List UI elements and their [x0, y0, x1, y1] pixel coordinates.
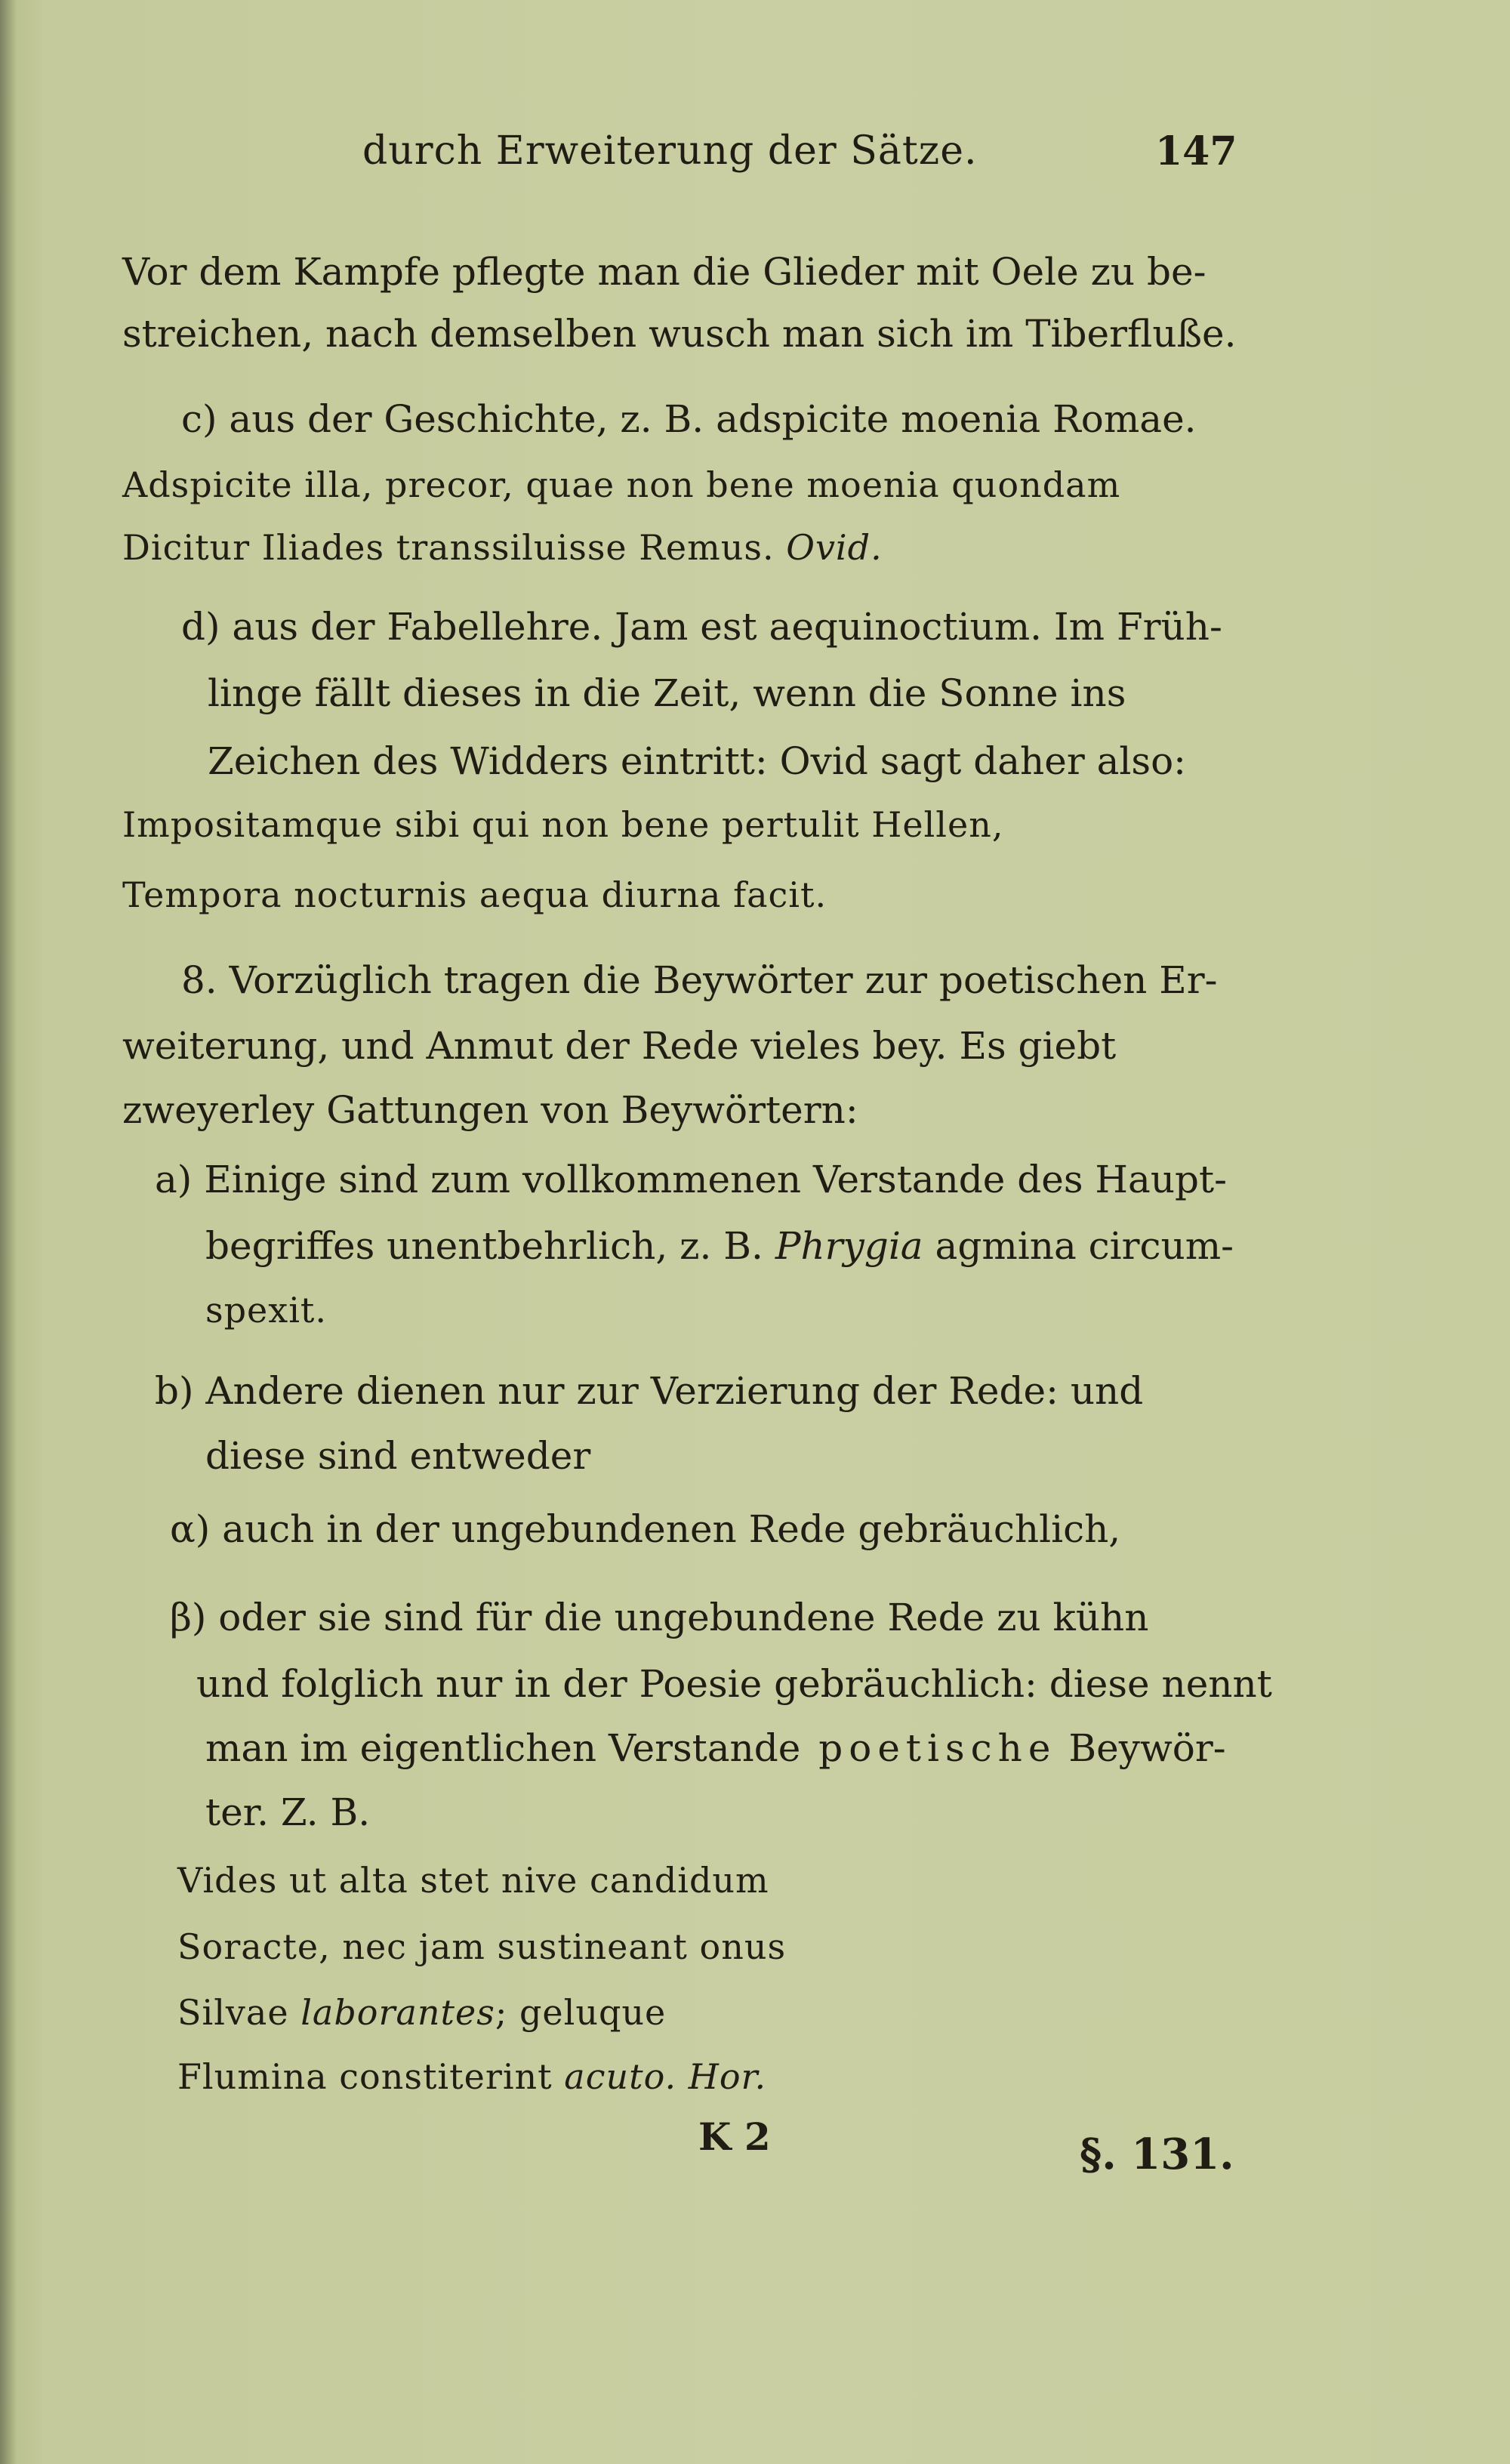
- text-line: man im eigentlichen Verstande poetische Beywör-: [205, 1726, 1226, 1770]
- text-line: 8. Vorzüglich tragen die Beywörter zur poetischen Er-: [181, 958, 1218, 1002]
- latin-verse-line: Adspicite illa, precor, quae non bene moenia quondam: [122, 464, 1121, 505]
- text-line: c) aus der Geschichte, z. B. adspicite moenia Romae.: [181, 397, 1197, 441]
- latin-verse-line: Silvae laborantes; geluque: [177, 1992, 667, 2033]
- text-line: d) aus der Fabellehre. Jam est aequinoctium. Im Früh-: [181, 605, 1222, 649]
- latin-verse-line: Vides ut alta stet nive candidum: [177, 1860, 769, 1901]
- text-line: Zeichen des Widders eintritt: Ovid sagt daher also:: [208, 739, 1187, 783]
- text-line: a) Einige sind zum vollkommenen Verstande des Haupt-: [155, 1158, 1228, 1201]
- text-line: ter. Z. B.: [205, 1790, 371, 1834]
- printer-signature: K 2: [698, 2114, 771, 2159]
- text-line: und folglich nur in der Poesie gebräuchlich: diese nennt: [196, 1662, 1272, 1706]
- text-line: β) oder sie sind für die ungebundene Rede zu kühn: [170, 1596, 1149, 1639]
- text-line: linge fällt dieses in die Zeit, wenn die Sonne ins: [208, 671, 1126, 715]
- text-line: Vor dem Kampfe pflegte man die Glieder mit Oele zu be-: [122, 250, 1206, 294]
- page-binding-edge: [0, 0, 17, 2464]
- page-number: 147: [1155, 128, 1237, 174]
- text-line: b) Andere dienen nur zur Verzierung der Rede: und: [155, 1369, 1144, 1413]
- text-line: begriffes unentbehrlich, z. B. Phrygia agmina circum-: [205, 1224, 1234, 1268]
- catchword-section: §. 131.: [1080, 2129, 1234, 2179]
- latin-verse-line: Dicitur Iliades transsiluisse Remus. Ovid.: [122, 527, 883, 568]
- running-title: durch Erweiterung der Sätze.: [362, 128, 978, 174]
- text-line: α) auch in der ungebundenen Rede gebräuchlich,: [170, 1507, 1121, 1551]
- latin-verse-line: Flumina constiterint acuto. Hor.: [177, 2056, 767, 2097]
- text-line: diese sind entweder: [205, 1434, 591, 1478]
- latin-verse-line: Soracte, nec jam sustineant onus: [177, 1926, 787, 1967]
- latin-verse-line: spexit.: [205, 1290, 328, 1331]
- latin-verse-line: Tempora nocturnis aequa diurna facit.: [122, 874, 827, 915]
- text-line: zweyerley Gattungen von Beywörtern:: [122, 1088, 858, 1132]
- text-line: streichen, nach demselben wusch man sich im Tiberfluße.: [122, 312, 1237, 356]
- latin-verse-line: Impositamque sibi qui non bene pertulit Hellen,: [122, 804, 1004, 845]
- text-line: weiterung, und Anmut der Rede vieles bey. Es giebt: [122, 1024, 1117, 1068]
